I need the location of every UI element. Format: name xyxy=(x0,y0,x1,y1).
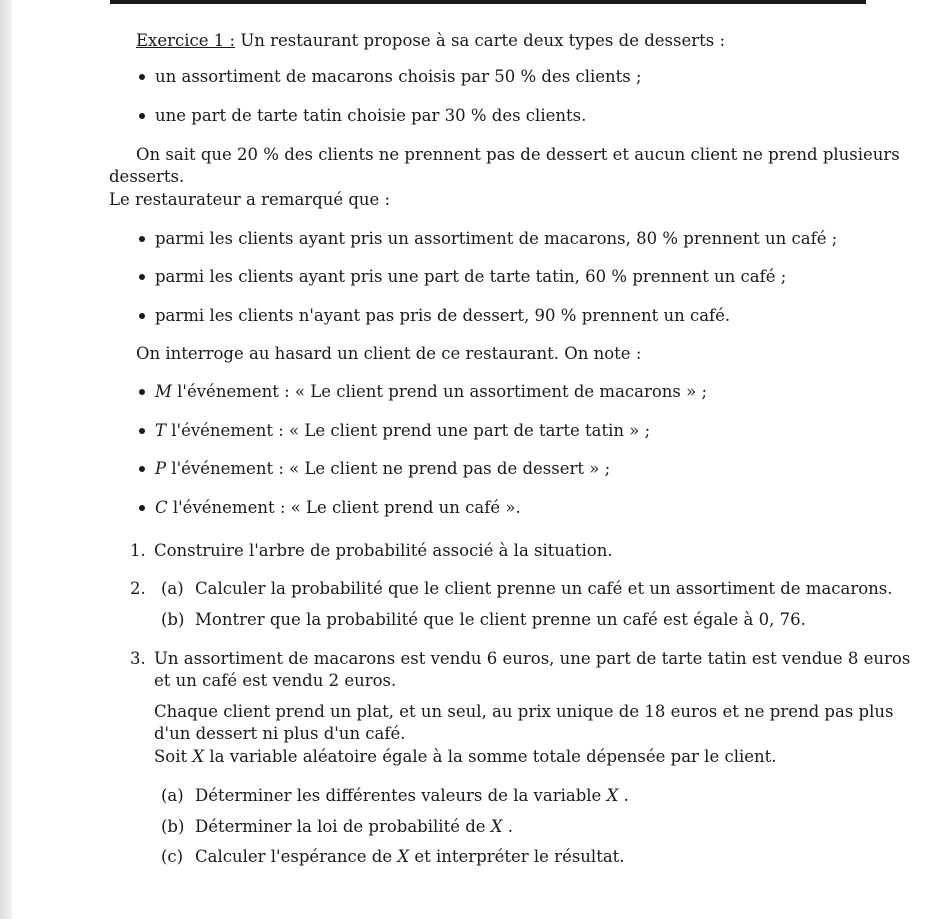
paragraph-line: On interroge au hasard un client de ce restaurant. On note : xyxy=(136,344,642,363)
dessert-item: une part de tarte tatin choisie par 30 % des clients. xyxy=(155,106,587,125)
dessert-item: un assortiment de macarons choisis par 50 % des clients ; xyxy=(155,67,642,86)
event-text: l'événement : « Le client prend une part de tarte tatin » ; xyxy=(166,421,651,440)
bullet-icon xyxy=(139,389,145,395)
event-variable: T xyxy=(155,421,167,440)
question-text: Chaque client prend un plat, et un seul, au prix unique de 18 euros et ne prend pas plus xyxy=(154,702,894,721)
subquestion-text xyxy=(195,846,625,868)
subquestion-text: Calculer la probabilité que le client prenne un café et un assortiment de macarons. xyxy=(195,579,893,598)
question-text: et un café est vendu 2 euros. xyxy=(154,671,397,690)
paragraph-line: desserts. xyxy=(109,167,185,186)
event-item xyxy=(155,458,610,480)
bullet-icon xyxy=(139,113,145,119)
subquestion-text xyxy=(195,816,513,838)
event-text: l'événement : « Le client prend un café ». xyxy=(167,498,521,517)
subquestion-text xyxy=(195,785,629,807)
event-variable: P xyxy=(155,459,167,478)
event-item xyxy=(155,420,650,442)
event-text: l'événement : « Le client ne prend pas de dessert » ; xyxy=(166,459,611,478)
paragraph-line: On sait que 20 % des clients ne prennent pas de dessert et aucun client ne prend plusieurs xyxy=(136,145,900,164)
question-number: 1. xyxy=(130,541,146,560)
question-text: Un assortiment de macarons est vendu 6 euros, une part de tarte tatin est vendue 8 euros xyxy=(154,649,911,668)
random-variable: X xyxy=(192,747,205,766)
subquestion-label: (c) xyxy=(161,847,184,866)
paragraph-line: Le restaurateur a remarqué que : xyxy=(109,190,391,209)
observation-item: parmi les clients n'ayant pas pris de dessert, 90 % prennent un café. xyxy=(155,306,731,325)
text-run: . xyxy=(618,786,629,805)
bullet-icon xyxy=(139,505,145,511)
question-text: Construire l'arbre de probabilité associé à la situation. xyxy=(154,541,613,560)
random-variable: X xyxy=(397,847,410,866)
bullet-icon xyxy=(139,428,145,434)
bullet-icon xyxy=(139,313,145,319)
text-run: Soit xyxy=(154,747,193,766)
bullet-icon xyxy=(139,466,145,472)
exercise-heading xyxy=(136,30,725,52)
observation-item: parmi les clients ayant pris une part de tarte tatin, 60 % prennent un café ; xyxy=(155,267,787,286)
bullet-icon xyxy=(139,74,145,80)
bullet-icon xyxy=(139,236,145,242)
question-number: 2. xyxy=(130,579,146,598)
text-run: Déterminer la loi de probabilité de xyxy=(195,817,491,836)
text-run: et interpréter le résultat. xyxy=(409,847,625,866)
subquestion-label: (a) xyxy=(161,786,184,805)
text-run: la variable aléatoire égale à la somme totale dépensée par le client. xyxy=(204,747,777,766)
subquestion-label: (b) xyxy=(161,817,185,836)
question-number: 3. xyxy=(130,649,146,668)
subquestion-label: (b) xyxy=(161,610,185,629)
question-text: d'un dessert ni plus d'un café. xyxy=(154,724,406,743)
observation-item: parmi les clients ayant pris un assortiment de macarons, 80 % prennent un café ; xyxy=(155,229,838,248)
random-variable: X xyxy=(490,817,503,836)
exercise-intro: Un restaurant propose à sa carte deux types de desserts : xyxy=(240,31,726,50)
text-run: . xyxy=(502,817,514,836)
event-variable: C xyxy=(155,498,168,517)
text-run: Calculer l'espérance de xyxy=(195,847,398,866)
event-variable: M xyxy=(155,382,172,401)
random-variable: X xyxy=(606,786,619,805)
event-item xyxy=(155,497,521,519)
event-item xyxy=(155,381,707,403)
exercise-title: Exercice 1 : xyxy=(136,31,236,50)
bullet-icon xyxy=(139,274,145,280)
text-run: Déterminer les différentes valeurs de la variable xyxy=(195,786,607,805)
subquestion-text: Montrer que la probabilité que le client prenne un café est égale à 0, 76. xyxy=(195,610,806,629)
event-text: l'événement : « Le client prend un assortiment de macarons » ; xyxy=(171,382,708,401)
subquestion-label: (a) xyxy=(161,579,184,598)
question-text xyxy=(154,746,777,768)
